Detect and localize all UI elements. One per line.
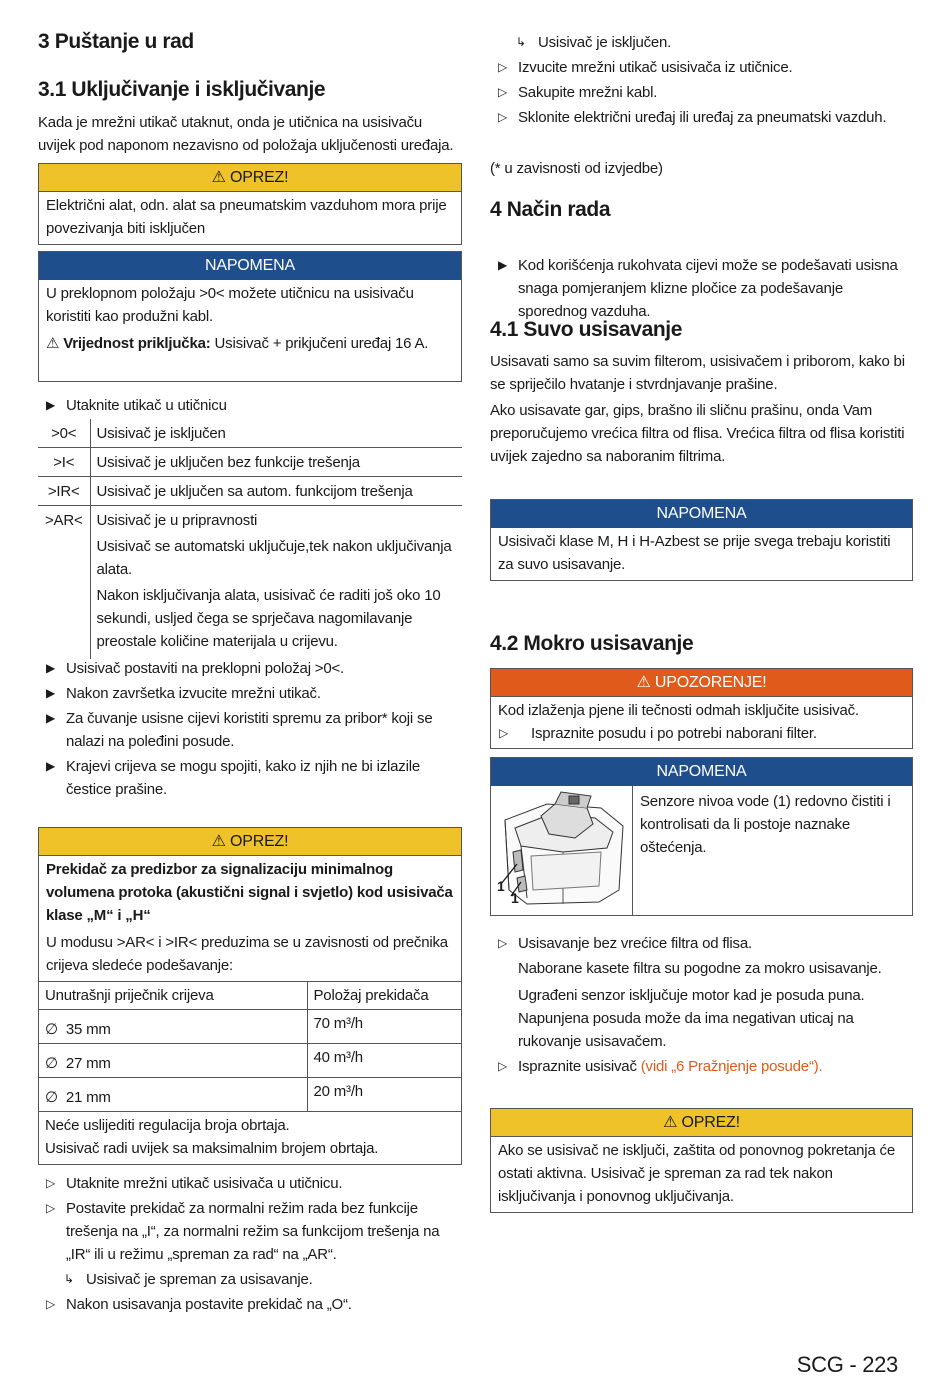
- mode-key: >0<: [38, 419, 90, 448]
- page-number: SCG - 223: [796, 1352, 898, 1377]
- note-text: U preklopnom položaju >0< možete utičnicu na usisivaču koristiti kao produžni kabl.: [46, 285, 414, 325]
- caution-bold-text: Prekidač za predizbor za signalizaciju minimalnog volumena protoka (akustični signal i svjetlo) kod usisivača klase „M“ i „H“: [46, 861, 453, 924]
- steps-list: [38, 657, 462, 801]
- list-item: [490, 106, 913, 129]
- result-item: [38, 1268, 462, 1291]
- list-item: [490, 984, 913, 1007]
- open-triangle-icon: ▷: [498, 936, 508, 950]
- arrow-bullet-icon: ▶: [46, 711, 56, 725]
- table-footer-row: [39, 1112, 461, 1165]
- step-text: Usisivač postaviti na preklopni položaj >0<.: [66, 660, 345, 677]
- open-triangle-icon: ▷: [499, 726, 509, 740]
- open-triangle-icon: ▷: [498, 85, 508, 99]
- mode-item: [490, 254, 913, 323]
- intro-text: Kada je mrežni utikač utaknut, onda je utičnica na usisivaču uvijek pod naponom nezavisno od položaja uključenosti uređaja.: [38, 114, 454, 154]
- callout-label: 1: [511, 890, 519, 906]
- step-text: Nakon usisavanja postavite prekidač na „O“.: [66, 1296, 352, 1313]
- dry-text-1: Usisavati samo sa suvim filterom, usisivačem i priborom, kako bi se spriječilo hvatanje i stvrdnjavanje prašine.: [490, 353, 905, 393]
- step-text: Ispraznite usisivač: [518, 1058, 641, 1075]
- step-text: Kod korišćenja rukohvata cijevi može se podešavati usisna snaga pomjeranjem klizne pločice za podešavanje sporednog vazduha.: [518, 257, 898, 320]
- list-item: [38, 1293, 462, 1316]
- caution-text: U modusu >AR< i >IR< preduzima se u zavisnosti od prečnika crijeva sledeće podešavanje:: [46, 934, 448, 974]
- result-text: Usisivač je isključen.: [538, 34, 672, 51]
- table-row: [39, 1010, 461, 1044]
- step-text: Naborane kasete filtra su pogodne za mokro usisavanje.: [518, 960, 882, 977]
- diameter-cell: [39, 1010, 307, 1044]
- footnote: (* u zavisnosti od izvjedbe): [490, 160, 663, 177]
- table-header-row: [39, 982, 461, 1010]
- step-text: Krajevi crijeva se mogu spojiti, kako iz njih ne bi izlazile čestice prašine.: [66, 758, 420, 798]
- footer-line: Usisivač radi uvijek sa maksimalnim brojem obrtaja.: [45, 1140, 379, 1157]
- step-text: Za čuvanje usisne cijevi koristiti spremu za pribor* koji se nalazi na poleđini posude.: [66, 710, 433, 750]
- step-text: Ugrađeni senzor isključuje motor kad je posuda puna.: [518, 987, 865, 1004]
- note-box-3: [490, 757, 913, 916]
- diameter-value: 21 mm: [65, 1089, 111, 1106]
- list-item: [38, 682, 462, 705]
- warning-step: [491, 722, 912, 748]
- step-text: Utaknite mrežni utikač usisivača u utičnicu.: [66, 1175, 343, 1192]
- list-item: [38, 1172, 462, 1195]
- warning-text: Usisivač + prikjučeni uređaj 16 A.: [210, 335, 429, 352]
- right-steps: [490, 31, 913, 129]
- col-header: Položaj prekidača: [307, 982, 461, 1010]
- caution-box-3: [490, 1108, 913, 1213]
- warning-box: [490, 668, 913, 749]
- list-item: [490, 81, 913, 104]
- diameter-cell: [39, 1078, 307, 1112]
- step-text: Ispraznite posudu i po potrebi naborani filter.: [531, 725, 817, 742]
- caution-box-2: [38, 827, 462, 1165]
- open-triangle-icon: ▷: [46, 1201, 56, 1215]
- arrow-bullet-icon: ▶: [46, 759, 56, 773]
- list-item: [490, 932, 913, 955]
- list-item: [490, 957, 913, 980]
- result-arrow-icon: ↳: [516, 35, 526, 49]
- steps-list-2: [38, 1172, 462, 1316]
- sensor-illustration: [491, 786, 633, 916]
- caution-title: ⚠ OPREZ!: [39, 164, 461, 192]
- mode-table: [38, 419, 462, 659]
- mode-desc-extra: Nakon isključivanja alata, usisivač će raditi još oko 10 sekundi, usljed čega se sprječava nagomilavanje preostale količine materijala u crijevu.: [96, 587, 441, 650]
- caution-text: Električni alat, odn. alat sa pneumatskim vazduhom mora prije povezivanja biti isključen: [46, 197, 447, 237]
- list-item: [490, 1055, 913, 1078]
- footer-line: Neće uslijediti regulacija broja obrtaja.: [45, 1117, 290, 1134]
- step-plug-in: [38, 394, 462, 417]
- step-text: Postavite prekidač za normalni režim rada bez funkcije trešenja na „I“, za normalni režim sa funkcijom trešenja na „IR“ ili u režimu „spreman za rad“ na „AR“.: [66, 1200, 440, 1263]
- diameter-icon: ∅: [45, 1089, 58, 1106]
- caution-text: Ako se usisivač ne isključi, zaštita od ponovnog pokretanja će ostati aktivna. Usisivač je spreman za rad tek nakon isključivanja i ponovnog uključivanja.: [498, 1142, 895, 1205]
- arrow-bullet-icon: ▶: [46, 398, 56, 412]
- list-item: [38, 1197, 462, 1266]
- flow-cell: 20 m³/h: [307, 1078, 461, 1112]
- mode-row: [38, 419, 462, 448]
- table-footer: [39, 1112, 461, 1165]
- mode-desc: Usisivač je uključen sa autom. funkcijom trešenja: [90, 477, 462, 506]
- step-text: Sklonite električni uređaj ili uređaj za pneumatski vazduh.: [518, 109, 887, 126]
- step-text: Napunjena posuda može da ima negativan uticaj na rukovanje usisavačem.: [518, 1010, 854, 1050]
- diameter-icon: ∅: [45, 1021, 58, 1038]
- arrow-bullet-icon: ▶: [46, 686, 56, 700]
- table-row: [39, 1078, 461, 1112]
- subsection-heading: 3.1 Uključivanje i isključivanje: [38, 78, 326, 101]
- note-title: NAPOMENA: [491, 758, 912, 786]
- mode-row: [38, 506, 462, 660]
- mode-row: [38, 477, 462, 506]
- mode-row: [38, 448, 462, 477]
- warning-text: Kod izlaženja pjene ili tečnosti odmah isključite usisivač.: [498, 702, 859, 719]
- subsection-heading-42: 4.2 Mokro usisavanje: [490, 632, 694, 655]
- note-text: Usisivači klase M, H i H-Azbest se prije svega trebaju koristiti za suvo usisavanje.: [498, 533, 891, 573]
- open-triangle-icon: ▷: [46, 1176, 56, 1190]
- list-item: [38, 755, 462, 801]
- callout-label: 1: [497, 878, 505, 894]
- open-triangle-icon: ▷: [498, 1059, 508, 1073]
- warning-label: Vrijednost priključka:: [63, 335, 211, 352]
- list-item: [38, 707, 462, 753]
- result-item: [490, 31, 913, 54]
- list-item: [490, 1007, 913, 1053]
- caution-box-1: [38, 163, 462, 245]
- open-triangle-icon: ▷: [498, 110, 508, 124]
- warning-icon: ⚠: [46, 335, 64, 352]
- arrow-bullet-icon: ▶: [498, 258, 508, 272]
- arrow-bullet-icon: ▶: [46, 661, 56, 675]
- result-text: Usisivač je spreman za usisavanje.: [86, 1271, 313, 1288]
- mode-key: >IR<: [38, 477, 90, 506]
- step-text: Utaknite utikač u utičnicu: [66, 397, 227, 414]
- flow-cell: 70 m³/h: [307, 1010, 461, 1044]
- mode-desc: Usisivač je u pripravnosti: [96, 512, 258, 529]
- mode-key: >AR<: [38, 506, 90, 660]
- step-text: Usisavanje bez vrećice filtra od flisa.: [518, 935, 752, 952]
- mode-key: >I<: [38, 448, 90, 477]
- diameter-value: 27 mm: [65, 1055, 111, 1072]
- diameter-cell: [39, 1044, 307, 1078]
- mode-desc-extra: Usisivač se automatski uključuje,tek nakon uključivanja alata.: [96, 538, 452, 578]
- result-arrow-icon: ↳: [64, 1272, 74, 1286]
- caution-title: ⚠ OPREZ!: [491, 1109, 912, 1137]
- dry-text-2: Ako usisavate gar, gips, brašno ili sličnu prašinu, onda Vam preporučujemo vrećica filtra od flisa. Vrećica filtra od flisa koristiti uvijek zajedno sa naboranim filtrima.: [490, 402, 905, 465]
- note-title: NAPOMENA: [491, 500, 912, 528]
- warning-title: ⚠ UPOZORENJE!: [491, 669, 912, 697]
- step-text: Sakupite mrežni kabl.: [518, 84, 658, 101]
- caution-title: ⚠ OPREZ!: [39, 828, 461, 856]
- cross-reference-link[interactable]: (vidi „6 Pražnjenje posude“).: [640, 1058, 823, 1075]
- diameter-icon: ∅: [45, 1055, 58, 1072]
- step-text: Nakon završetka izvucite mrežni utikač.: [66, 685, 321, 702]
- open-triangle-icon: ▷: [498, 60, 508, 74]
- diameter-value: 35 mm: [65, 1021, 111, 1038]
- note-warning-line: [39, 332, 461, 359]
- section-heading: 3 Puštanje u rad: [38, 30, 194, 53]
- note-title: NAPOMENA: [39, 252, 461, 280]
- step-text: Izvucite mrežni utikač usisivača iz utičnice.: [518, 59, 793, 76]
- col-header: Unutrašnji priječnik crijeva: [39, 982, 307, 1010]
- mode-desc: Usisivač je isključen: [90, 419, 462, 448]
- open-triangle-icon: ▷: [46, 1297, 56, 1311]
- note-box-2: [490, 499, 913, 581]
- note-text: Senzore nivoa vode (1) redovno čistiti i kontrolisati da li postoje naznake oštećenja.: [640, 793, 891, 856]
- wet-steps: [490, 932, 913, 1078]
- flow-cell: 40 m³/h: [307, 1044, 461, 1078]
- mode-desc: Usisivač je uključen bez funkcije trešenja: [90, 448, 462, 477]
- subsection-heading-41: 4.1 Suvo usisavanje: [490, 318, 683, 341]
- section-heading-4: 4 Način rada: [490, 198, 611, 221]
- hose-table: [39, 981, 461, 1164]
- table-row: [39, 1044, 461, 1078]
- note-box-1: [38, 251, 462, 382]
- list-item: [490, 56, 913, 79]
- list-item: [38, 657, 462, 680]
- mode-desc-ar: [90, 506, 462, 660]
